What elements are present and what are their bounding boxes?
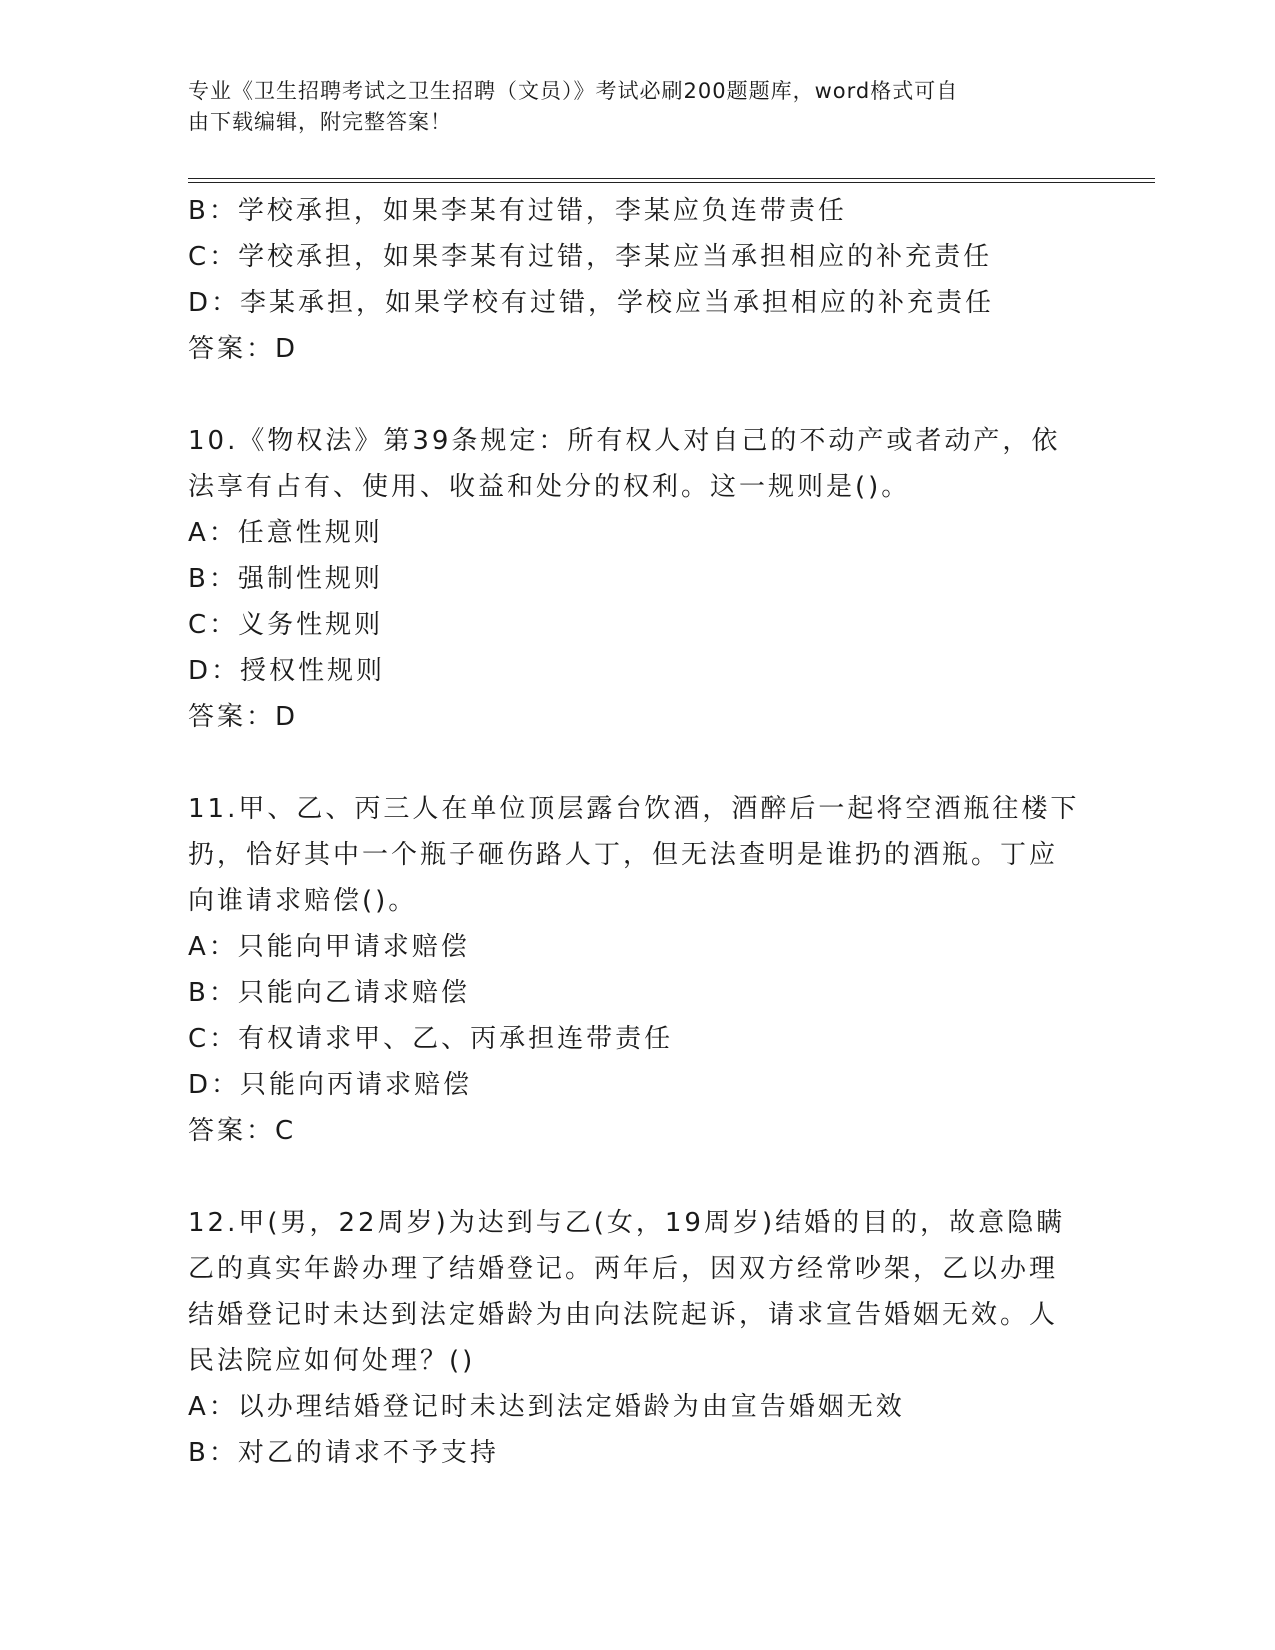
question-block-10 <box>188 418 1088 740</box>
question-stem-line: 乙的真实年龄办理了结婚登记。两年后，因双方经常吵架，乙以办理 <box>188 1254 1059 1284</box>
header-divider-bottom <box>188 182 1155 183</box>
question-block-9 <box>188 188 1088 372</box>
option-a: A：以办理结婚登记时未达到法定婚龄为由宣告婚姻无效 <box>188 1392 905 1422</box>
question-stem-line: 民法院应如何处理？() <box>188 1346 476 1376</box>
header-line-1: 专业《卫生招聘考试之卫生招聘（文员）》考试必刷200题题库，word格式可自 <box>188 79 959 103</box>
question-stem-line: 法享有占有、使用、收益和处分的权利。这一规则是()。 <box>188 472 911 502</box>
question-stem-line: 12.甲(男，22周岁)为达到与乙(女，19周岁)结婚的目的，故意隐瞒 <box>188 1208 1066 1238</box>
answer-line: 答案：D <box>188 334 299 364</box>
question-stem-line: 结婚登记时未达到法定婚龄为由向法院起诉，请求宣告婚姻无效。人 <box>188 1300 1059 1330</box>
option-c: C：义务性规则 <box>188 610 384 640</box>
spacer <box>188 740 1088 786</box>
spacer <box>188 1154 1088 1200</box>
answer-line: 答案：D <box>188 702 299 732</box>
option-b: B：学校承担，如果李某有过错，李某应负连带责任 <box>188 196 847 226</box>
option-d: D：李某承担，如果学校有过错，学校应当承担相应的补充责任 <box>188 288 995 318</box>
option-d: D：授权性规则 <box>188 656 386 686</box>
question-stem-line: 扔，恰好其中一个瓶子砸伤路人丁，但无法查明是谁扔的酒瓶。丁应 <box>188 840 1059 870</box>
header-divider-top <box>188 178 1155 179</box>
question-block-12 <box>188 1200 1088 1476</box>
option-d: D：只能向丙请求赔偿 <box>188 1070 473 1100</box>
question-stem-line: 向谁请求赔偿()。 <box>188 886 418 916</box>
option-a: A：任意性规则 <box>188 518 383 548</box>
question-stem-line: 10.《物权法》第39条规定：所有权人对自己的不动产或者动产，依 <box>188 426 1061 456</box>
answer-line: 答案：C <box>188 1116 297 1146</box>
option-b: B：只能向乙请求赔偿 <box>188 978 470 1008</box>
option-b: B：强制性规则 <box>188 564 383 594</box>
document-header <box>188 76 1068 138</box>
question-stem-line: 11.甲、乙、丙三人在单位顶层露台饮酒，酒醉后一起将空酒瓶往楼下 <box>188 794 1080 824</box>
option-b: B：对乙的请求不予支持 <box>188 1438 499 1468</box>
spacer <box>188 372 1088 418</box>
option-c: C：学校承担，如果李某有过错，李某应当承担相应的补充责任 <box>188 242 993 272</box>
question-block-11 <box>188 786 1088 1154</box>
header-line-2: 由下载编辑，附完整答案！ <box>188 110 452 134</box>
option-c: C：有权请求甲、乙、丙承担连带责任 <box>188 1024 674 1054</box>
question-list <box>188 188 1088 1476</box>
option-a: A：只能向甲请求赔偿 <box>188 932 470 962</box>
